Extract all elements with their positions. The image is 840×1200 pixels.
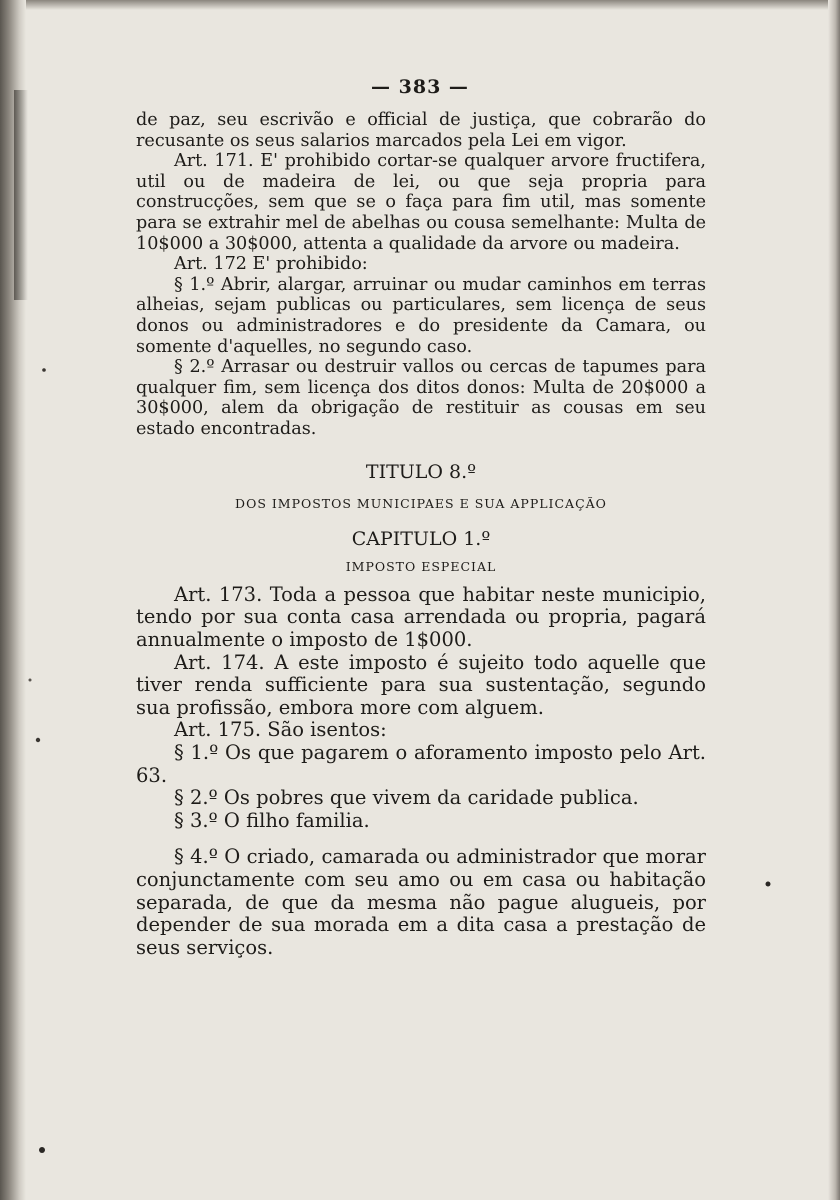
spacer [136,832,706,846]
article-172-section-2: § 2.º Arrasar ou destruir vallos ou cercas de tapumes para qualquer fim, sem licença dos ditos donos: Multa de 20$000 a 30$000, alem da obrigação de restituir as cousas em seu estado encontradas. [136,357,706,439]
article-175-section-1: § 1.º Os que pagarem o aforamento imposto pelo Art. 63. [136,741,706,787]
ink-speck [39,1147,45,1153]
article-171: Art. 171. E' prohibido cortar-se qualquer arvore fructifera, util ou de madeira de lei, ou que seja propria para construcções, sem que se o faça para fim util, mas somente para se extrahir mel de abelhas ou cousa semelhante: Multa de 10$000 a 30$000, attenta a qualidade da arvore ou madeira. [136,151,706,254]
page-body [136,110,706,959]
article-174: Art. 174. A este imposto é sujeito todo aquelle que tiver renda sufficiente para sua sustentação, segundo sua profissão, embora more com alguem. [136,650,706,719]
article-175-section-3: § 3.º O filho familia. [174,808,370,832]
titulo-subheading: DOS IMPOSTOS MUNICIPAES E SUA APPLICAÇÃO [235,496,607,512]
capitulo-heading: CAPITULO 1.º [351,527,491,550]
ink-speck [766,882,771,887]
article-175: Art. 175. São isentos: [174,718,387,742]
titulo-heading: TITULO 8.º [365,460,477,483]
article-172-section-1: § 1.º Abrir, alargar, arruinar ou mudar caminhos em terras alheias, sejam publicas ou particulares, sem licença de seus donos ou administradores e do presidente da Camara, ou somente d'aquelles, no segundo caso. [136,274,706,357]
article-172: Art. 172 E' prohibido: [174,254,368,275]
ink-speck [42,368,46,372]
page-right-edge [828,0,840,1200]
ink-speck [29,679,32,682]
article-173: Art. 173. Toda a pessoa que habitar neste municipio, tendo por sua conta casa arrendada ou propria, pagará annualmente o imposto de 1$000. [136,582,706,652]
article-175-section-4: § 4.º O criado, camarada ou administrador que morar conjunctamente com seu amo ou em casa ou habitação separada, de que da mesma não pague alugueis, por depender de sua morada em a dita casa a prestação de seus serviços. [136,845,706,959]
lower-text [136,584,706,960]
page-number: — 383 — [371,76,469,98]
paragraph-continuation: de paz, seu escrivão e official de justiça, que cobrarão do recusante os seus salarios marcados pela Lei em vigor. [136,110,706,151]
ink-speck [36,738,40,742]
page-top-edge [0,0,840,10]
article-175-section-2: § 2.º Os pobres que vivem da caridade publica. [174,786,639,810]
binding-shadow [14,90,28,300]
capitulo-subheading: IMPOSTO ESPECIAL [345,559,497,575]
